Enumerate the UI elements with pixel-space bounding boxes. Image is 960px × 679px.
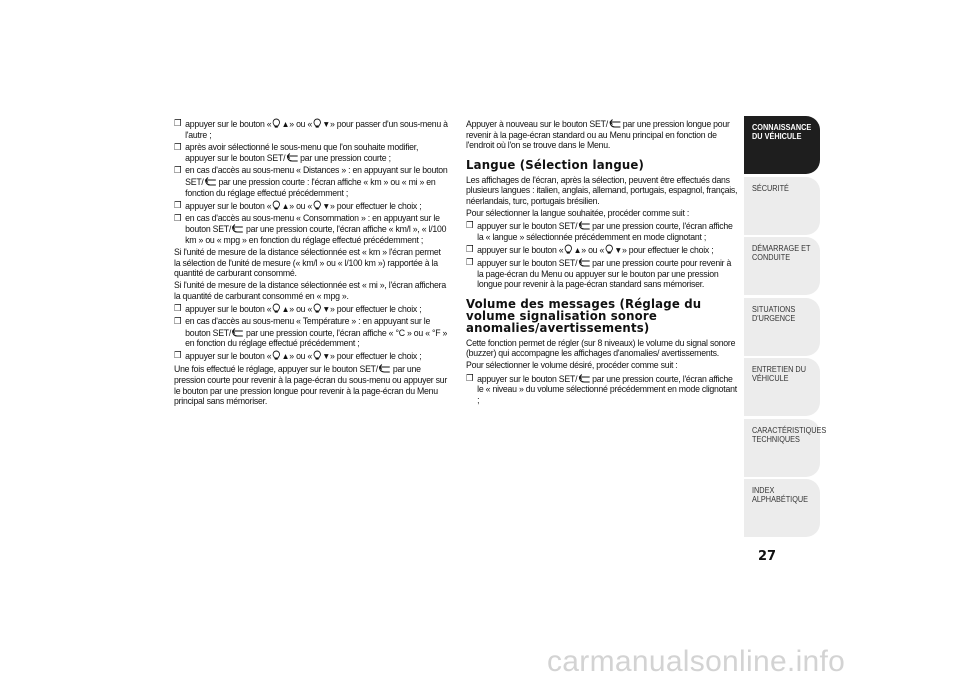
section-heading-langue: Langue (Sélection langue) xyxy=(466,156,645,172)
bulb-icon xyxy=(313,303,321,313)
return-icon xyxy=(609,118,622,128)
paragraph: Les affichages de l'écran, après la sélection, peuvent être effectués dans plusieurs langues : italien, anglais, allemand, portugais, espagnol, français, néerlandais, turc, portugais brésilien. xyxy=(466,173,738,206)
bulb-icon xyxy=(313,350,321,360)
tab-situations-d-urgence[interactable]: SITUATIONS D'URGENCE xyxy=(744,298,820,356)
paragraph: Une fois effectué le réglage, appuyer sur le bouton SET/ par une pression courte pour revenir à la page-écran du sous-menu ou appuyer sur le bouton par une pression longue pour revenir à la page-écran du Menu principal sans mémoriser. xyxy=(174,363,448,407)
return-icon xyxy=(232,223,245,233)
list-item: ❒ en cas d'accès au sous-menu « Consommation » : en appuyant sur le bouton SET/ par une pression courte, l'écran affiche « km/l », « l/100 km » ou « mpg » en fonction du réglage effectué précédemment ; xyxy=(174,211,447,245)
list-item: ❒ appuyer sur le bouton « ▲» ou « ▼» pour effectuer le choix ; xyxy=(174,303,422,314)
return-icon xyxy=(286,152,299,162)
arrow-down-icon: ▼ xyxy=(322,119,330,129)
list-item: ❒ appuyer sur le bouton « ▲» ou « ▼» pour effectuer le choix ; xyxy=(466,243,714,255)
return-icon xyxy=(578,257,591,267)
list-item: ❒ en cas d'accès au sous-menu « Distances » : en appuyant sur le bouton SET/ par une pression courte : l'écran affiche « km » ou « mi » en fonction du réglage effectué précédemment ; xyxy=(174,164,448,198)
return-icon xyxy=(379,363,392,373)
return-icon xyxy=(205,176,218,186)
tab-connaissance-du-vehicule[interactable]: CONNAISSANCE DU VÉHICULE xyxy=(744,116,820,174)
arrow-down-icon: ▼ xyxy=(322,351,330,362)
arrow-up-icon: ▲ xyxy=(281,304,290,314)
paragraph: Pour sélectionner la langue souhaitée, procéder comme suit : xyxy=(466,207,690,219)
arrow-up-icon: ▲ xyxy=(573,244,582,255)
return-icon xyxy=(578,373,591,383)
tab-entretien-du-vehicule[interactable]: ENTRETIEN DU VÉHICULE xyxy=(744,358,820,416)
tab-demarrage-et-conduite[interactable]: DÉMARRAGE ET CONDUITE xyxy=(744,237,820,295)
bulb-icon xyxy=(313,118,321,128)
tab-caracteristiques-techniques[interactable]: CARACTÉRISTIQUES TECHNIQUES xyxy=(744,419,820,477)
tab-securite[interactable]: SÉCURITÉ xyxy=(744,177,820,235)
arrow-down-icon: ▼ xyxy=(322,304,330,314)
list-item: ❒ appuyer sur le bouton « ▲» ou « ▼» pour effectuer le choix ; xyxy=(174,199,422,211)
list-item: ❒ appuyer sur le bouton SET/ par une pression courte, l'écran affiche la « langue » sélectionnée précédemment en mode clignotant ; xyxy=(466,220,733,242)
list-item: ❒ après avoir sélectionné le sous-menu que l'on souhaite modifier, appuyer sur le bouton SET/ par une pression courte ; xyxy=(174,140,419,164)
section-heading-volume: Volume des messages (Réglage du volume signalisation sonore anomalies/avertissements) xyxy=(466,295,702,335)
return-icon xyxy=(232,327,245,337)
list-item: ❒ appuyer sur le bouton SET/ par une pression courte, l'écran affiche le « niveau » du volume sélectionné précédemment en mode clignotant ; xyxy=(466,372,737,405)
tab-index-alphabetique[interactable]: INDEX ALPHABÉTIQUE xyxy=(744,479,820,537)
list-item: ❒ appuyer sur le bouton SET/ par une pression courte pour revenir à la page-écran du Menu ou appuyer sur le bouton par une pression longue pour revenir à la page-écran standard sans mémoriser. xyxy=(466,256,732,290)
bulb-icon xyxy=(272,118,280,128)
left-column xyxy=(174,118,448,408)
paragraph: Appuyer à nouveau sur le bouton SET/ par une pression longue pour revenir à la page-écran standard ou au Menu principal en fonction de l'endroit où l'on se trouve dans le Menu. xyxy=(466,118,730,151)
return-icon xyxy=(578,220,591,230)
arrow-up-icon: ▲ xyxy=(281,119,290,129)
paragraph: Si l'unité de mesure de la distance sélectionnée est « mi », l'écran affichera la quantité de carburant consommé en « mpg ». xyxy=(174,279,446,301)
bulb-icon xyxy=(272,200,280,210)
paragraph: Pour sélectionner le volume désiré, procéder comme suit : xyxy=(466,359,678,371)
chapter-tabs xyxy=(744,116,827,540)
list-item: ❒ appuyer sur le bouton « ▲» ou « ▼» pour effectuer le choix ; xyxy=(174,350,422,362)
bulb-icon xyxy=(605,244,613,254)
right-column xyxy=(466,118,738,407)
list-item: ❒ en cas d'accès au sous-menu « Température » : en appuyant sur le bouton SET/ par une pression courte, l'écran affiche « °C » ou « °F » en fonction du réglage effectué précédemment ; xyxy=(174,315,448,349)
arrow-down-icon: ▼ xyxy=(614,244,622,255)
bulb-icon xyxy=(564,244,572,254)
bulb-icon xyxy=(272,350,280,360)
arrow-down-icon: ▼ xyxy=(322,200,330,211)
page-number: 27 xyxy=(758,549,777,564)
arrow-up-icon: ▲ xyxy=(281,200,290,211)
arrow-up-icon: ▲ xyxy=(281,351,290,362)
paragraph: Si l'unité de mesure de la distance sélectionnée est « km » l'écran permet la sélection de l'unité de mesure (« km/l » ou « l/100 km ») rapportée à la quantité de carburant consommé. xyxy=(174,246,441,279)
watermark: carmanualsonline.info xyxy=(547,645,846,678)
bulb-icon xyxy=(272,303,280,313)
paragraph: Cette fonction permet de régler (sur 8 niveaux) le volume du signal sonore (buzzer) qui accompagne les affichages d'anomalies/ avertissements. xyxy=(466,336,736,359)
list-item: ❒ appuyer sur le bouton « ▲» ou « ▼» pour passer d'un sous-menu à l'autre ; xyxy=(174,118,448,140)
bulb-icon xyxy=(313,200,321,210)
